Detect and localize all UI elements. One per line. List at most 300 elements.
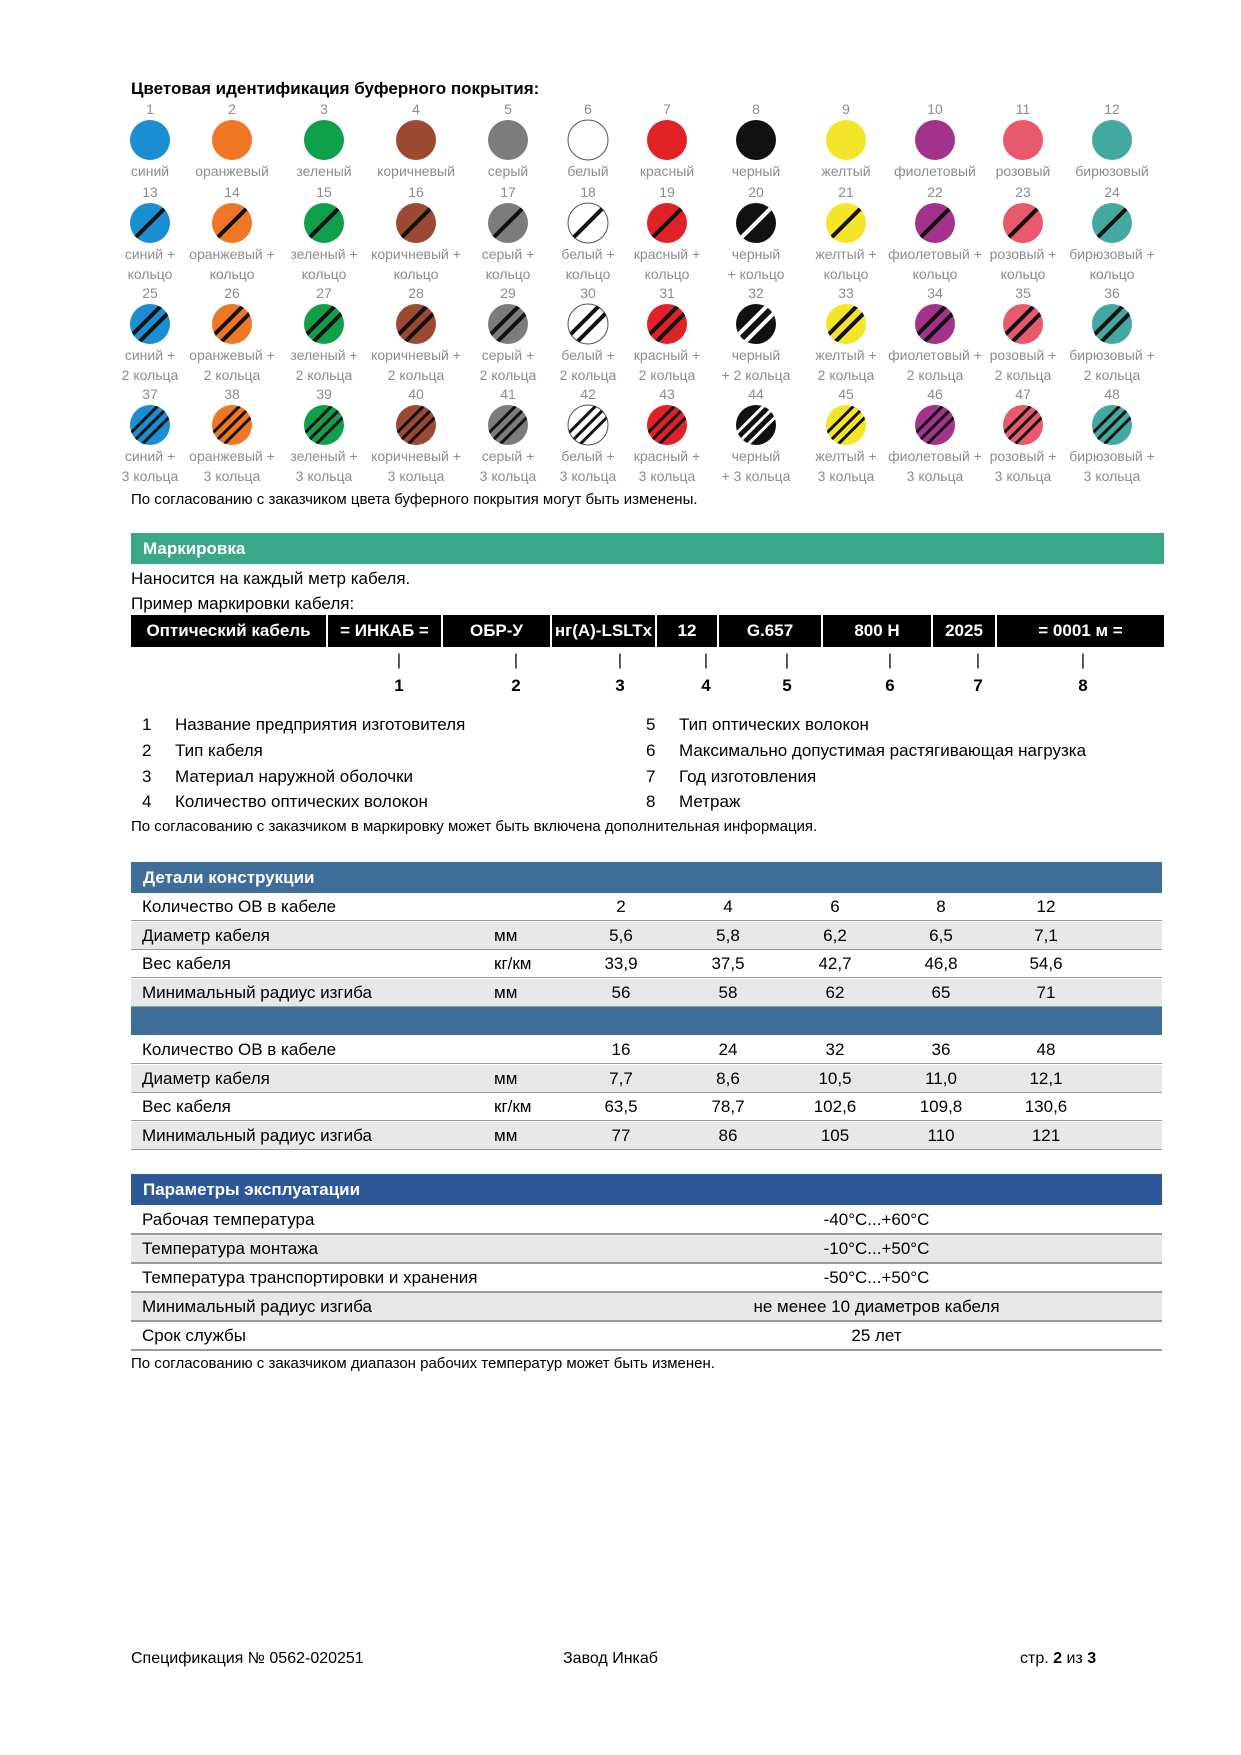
color-swatch (129, 404, 171, 446)
color-swatch (567, 404, 609, 446)
row-label: Вес кабеля (142, 1097, 231, 1116)
color-label: 2 кольца (817, 367, 875, 383)
color-number: 31 (659, 285, 675, 301)
color-swatch-cell (1066, 285, 1158, 385)
color-label: зеленый + (290, 347, 358, 363)
table-row (131, 922, 1162, 950)
color-label: розовый + (989, 246, 1057, 262)
color-label: зеленый + (290, 448, 358, 464)
color-label: кольцо (912, 266, 958, 282)
construction-header: Детали конструкции (131, 862, 1162, 893)
param-row (131, 1322, 1162, 1351)
color-number: 34 (927, 285, 943, 301)
color-swatch (1002, 119, 1044, 161)
row-value: 62 (825, 982, 845, 1002)
color-swatch (129, 202, 171, 244)
color-swatch-cell (370, 101, 462, 181)
color-swatch-cell (710, 184, 802, 284)
color-number: 1 (146, 101, 154, 117)
color-number: 35 (1015, 285, 1031, 301)
color-number: 24 (1104, 184, 1120, 200)
color-label: 2 кольца (994, 367, 1052, 383)
color-swatch (567, 119, 609, 161)
color-label: кольцо (393, 266, 439, 282)
color-number: 5 (504, 101, 512, 117)
row-value: 77 (611, 1125, 631, 1145)
color-swatch-cell (186, 386, 278, 486)
color-swatch (825, 202, 867, 244)
color-label: кольцо (301, 266, 347, 282)
color-label: 2 кольца (295, 367, 353, 383)
color-number: 25 (142, 285, 158, 301)
color-swatch (1002, 303, 1044, 345)
marking-number: 3 (615, 676, 625, 695)
color-swatch-cell (278, 184, 370, 284)
color-label: розовый (995, 163, 1051, 179)
row-value: 56 (611, 982, 631, 1002)
color-swatch (1002, 202, 1044, 244)
color-label: зеленый (296, 163, 352, 179)
construction-band (131, 1007, 1162, 1035)
color-swatch-cell (186, 184, 278, 284)
color-label: серый + (481, 246, 535, 262)
row-value: 5,8 (716, 925, 740, 945)
row-value: 105 (820, 1125, 850, 1145)
color-swatch-cell (278, 386, 370, 486)
color-label: 3 кольца (121, 468, 179, 484)
marking-segment-company: = ИНКАБ = (340, 621, 429, 640)
color-number: 33 (838, 285, 854, 301)
row-value: 46,8 (924, 954, 958, 973)
color-label: черный (731, 246, 781, 262)
color-label: белый + (561, 347, 615, 363)
color-swatch (914, 119, 956, 161)
color-number: 44 (748, 386, 764, 402)
color-swatch (825, 303, 867, 345)
row-value: 12 (1036, 897, 1056, 916)
color-label: 3 кольца (295, 468, 353, 484)
marking-line2: Пример маркировки кабеля: (131, 594, 355, 613)
row-label: Минимальный радиус изгиба (142, 982, 372, 1002)
row-unit: кг/км (494, 954, 532, 973)
marking-pointer: | (975, 652, 981, 669)
color-swatch (395, 404, 437, 446)
color-swatch (487, 303, 529, 345)
param-label: Температура монтажа (142, 1239, 319, 1258)
color-label: 2 кольца (906, 367, 964, 383)
row-label: Диаметр кабеля (142, 925, 270, 945)
color-number: 48 (1104, 386, 1120, 402)
row-value: 5,6 (609, 925, 633, 945)
row-unit: мм (494, 1068, 518, 1088)
color-swatch (735, 202, 777, 244)
color-number: 11 (1015, 101, 1031, 117)
color-number: 12 (1104, 101, 1120, 117)
color-label: оранжевый + (189, 448, 275, 464)
row-label: Вес кабеля (142, 954, 231, 973)
color-label: кольцо (485, 266, 531, 282)
color-swatch (1091, 202, 1133, 244)
marking-segment-year: 2025 (945, 621, 983, 640)
row-label: Минимальный радиус изгиба (142, 1125, 372, 1145)
color-label: бирюзовый (1075, 163, 1149, 179)
row-value: 6 (830, 897, 840, 916)
color-swatch (735, 404, 777, 446)
color-swatch (303, 404, 345, 446)
table-row (131, 1093, 1162, 1121)
color-number: 3 (320, 101, 328, 117)
marking-pointer: | (513, 652, 519, 669)
color-number: 41 (500, 386, 516, 402)
color-label: красный + (633, 347, 701, 363)
row-value: 63,5 (604, 1097, 638, 1116)
color-swatch (303, 303, 345, 345)
color-grid (0, 0, 1241, 490)
table-row (131, 893, 1162, 921)
color-label: 2 кольца (387, 367, 445, 383)
color-number: 18 (580, 184, 596, 200)
color-number: 26 (224, 285, 240, 301)
color-swatch (825, 404, 867, 446)
color-swatch (395, 119, 437, 161)
color-swatch (487, 404, 529, 446)
color-number: 15 (316, 184, 332, 200)
param-label: Температура транспортировки и хранения (142, 1268, 478, 1287)
color-number: 46 (927, 386, 943, 402)
color-swatch (487, 202, 529, 244)
marking-segment-load: 800 Н (854, 621, 900, 640)
marking-segment-fiber-type: G.657 (746, 621, 794, 640)
color-label: серый + (481, 448, 535, 464)
marking-legend-item: 7 Год изготовления (646, 767, 817, 786)
color-number: 19 (659, 184, 675, 200)
table-row (131, 979, 1162, 1007)
color-swatch (395, 303, 437, 345)
marking-pointer: | (784, 652, 790, 669)
color-swatch (567, 202, 609, 244)
color-swatch (303, 202, 345, 244)
row-value: 7,7 (609, 1068, 633, 1088)
color-swatch (1002, 404, 1044, 446)
row-value: 4 (723, 897, 733, 916)
color-label: фиолетовый (894, 163, 976, 179)
color-number: 23 (1015, 184, 1031, 200)
color-swatch-cell (710, 386, 802, 486)
color-swatch (211, 202, 253, 244)
color-number: 36 (1104, 285, 1120, 301)
color-swatch-cell (710, 285, 802, 385)
row-value: 8 (936, 897, 946, 916)
row-value: 54,6 (1029, 954, 1063, 973)
color-label: 3 кольца (817, 468, 875, 484)
color-label: коричневый + (371, 448, 461, 464)
footer-spec-number: Спецификация № 0562-020251 (131, 1650, 364, 1667)
marking-pointer: | (396, 652, 402, 669)
color-number: 29 (500, 285, 516, 301)
row-value: 58 (718, 982, 738, 1002)
marking-legend-item: 1 Название предприятия изготовителя (142, 715, 466, 734)
color-swatch-cell (370, 285, 462, 385)
marking-number: 6 (885, 676, 895, 695)
color-label: 3 кольца (638, 468, 696, 484)
marking-segment-name: Оптический кабель (146, 621, 311, 640)
color-swatch (487, 119, 529, 161)
color-swatch (211, 303, 253, 345)
color-label: 3 кольца (203, 468, 261, 484)
marking-number: 7 (973, 676, 983, 695)
color-label: кольцо (127, 266, 173, 282)
color-number: 43 (659, 386, 675, 402)
param-value: -50°C...+50°C (823, 1268, 930, 1287)
color-label: 3 кольца (479, 468, 537, 484)
color-label: желтый (821, 163, 871, 179)
color-swatch (567, 303, 609, 345)
row-value: 86 (718, 1125, 738, 1145)
row-value: 2 (616, 897, 626, 916)
color-swatch-cell (1066, 184, 1158, 284)
row-value: 42,7 (818, 954, 852, 973)
color-label: синий + (124, 448, 176, 464)
operation-header: Параметры эксплуатации (131, 1174, 1162, 1205)
row-value: 6,5 (929, 925, 953, 945)
marking-line1: Наносится на каждый метр кабеля. (131, 569, 411, 588)
color-label: бирюзовый + (1069, 347, 1155, 363)
color-number: 38 (224, 386, 240, 402)
row-value: 16 (611, 1040, 631, 1059)
marking-segment-fibers: 12 (677, 621, 697, 640)
marking-pointer: | (1080, 652, 1086, 669)
marking-legend-item: 2 Тип кабеля (142, 741, 263, 760)
color-label: коричневый + (371, 347, 461, 363)
color-number: 28 (408, 285, 424, 301)
color-label: зеленый + (290, 246, 358, 262)
param-value: -10°C...+50°C (823, 1239, 930, 1258)
row-value: 33,9 (604, 954, 638, 973)
color-label: кольцо (565, 266, 611, 282)
row-value: 8,6 (716, 1068, 740, 1088)
color-number: 45 (838, 386, 854, 402)
color-number: 30 (580, 285, 596, 301)
param-row (131, 1235, 1162, 1264)
color-label: 2 кольца (121, 367, 179, 383)
color-number: 47 (1015, 386, 1031, 402)
color-swatch-cell (370, 184, 462, 284)
row-value: 7,1 (1034, 925, 1058, 945)
color-swatch (646, 303, 688, 345)
color-number: 13 (142, 184, 158, 200)
color-label: кольцо (1000, 266, 1046, 282)
color-label: серый + (481, 347, 535, 363)
row-value: 102,6 (813, 1097, 857, 1116)
param-label: Минимальный радиус изгиба (142, 1297, 372, 1316)
marking-number: 1 (394, 676, 404, 695)
color-swatch-cell (710, 101, 802, 181)
row-value: 36 (931, 1040, 951, 1059)
color-swatch (914, 303, 956, 345)
color-swatch (735, 303, 777, 345)
color-label: желтый + (815, 347, 877, 363)
param-value: не менее 10 диаметров кабеля (753, 1297, 1000, 1316)
color-number: 9 (842, 101, 850, 117)
marking-header: Маркировка (131, 533, 1164, 564)
color-label: серый (487, 163, 529, 179)
color-number: 16 (408, 184, 424, 200)
color-swatch (1091, 404, 1133, 446)
table-row (131, 1122, 1162, 1150)
color-swatch (129, 119, 171, 161)
color-label: белый + (561, 448, 615, 464)
color-label: желтый + (815, 448, 877, 464)
row-label: Диаметр кабеля (142, 1068, 270, 1088)
color-label: белый (567, 163, 609, 179)
color-label: розовый + (989, 347, 1057, 363)
color-label: 3 кольца (1083, 468, 1141, 484)
marking-segment-sheath: нг(А)-LSLTx (554, 621, 653, 640)
color-label: оранжевый + (189, 246, 275, 262)
marking-number: 4 (701, 676, 711, 695)
color-swatch (211, 119, 253, 161)
color-label: 2 кольца (203, 367, 261, 383)
color-swatch (395, 202, 437, 244)
marking-segment-length: = 0001 м = (1038, 621, 1123, 640)
color-label: желтый + (815, 246, 877, 262)
color-label: коричневый + (371, 246, 461, 262)
row-value: 10,5 (818, 1068, 852, 1088)
color-label: красный + (633, 246, 701, 262)
color-swatch (303, 119, 345, 161)
color-swatch-cell (1066, 386, 1158, 486)
color-swatch (735, 119, 777, 161)
marking-number: 8 (1078, 676, 1088, 695)
color-swatch-cell (278, 285, 370, 385)
color-swatch-cell (186, 285, 278, 385)
param-label: Срок службы (142, 1326, 246, 1345)
color-label: 3 кольца (387, 468, 445, 484)
color-number: 21 (838, 184, 854, 200)
param-value: -40°C...+60°C (823, 1210, 930, 1229)
color-label: оранжевый + (189, 347, 275, 363)
color-swatch (914, 404, 956, 446)
color-label: бирюзовый + (1069, 246, 1155, 262)
param-value: 25 лет (851, 1326, 902, 1345)
color-label: 3 кольца (906, 468, 964, 484)
row-value: 130,6 (1024, 1097, 1068, 1116)
row-value: 110 (927, 1125, 955, 1145)
color-label: белый + (561, 246, 615, 262)
row-value: 48 (1036, 1040, 1056, 1059)
color-number: 37 (142, 386, 158, 402)
row-value: 121 (1031, 1125, 1061, 1145)
row-unit: кг/км (494, 1097, 532, 1116)
row-unit: мм (494, 982, 518, 1002)
row-value: 6,2 (823, 925, 847, 945)
color-label: кольцо (1089, 266, 1135, 282)
marking-legend-item: 6 Максимально допустимая растягивающая нагрузка (646, 741, 1087, 760)
color-label: фиолетовый + (888, 448, 982, 464)
color-swatch-cell (1066, 101, 1158, 181)
marking-legend-item: 5 Тип оптических волокон (646, 715, 869, 734)
color-label: + кольцо (727, 266, 785, 282)
color-number: 2 (228, 101, 236, 117)
color-label: фиолетовый + (888, 347, 982, 363)
color-number: 27 (316, 285, 332, 301)
color-label: оранжевый (195, 163, 269, 179)
color-label: синий + (124, 347, 176, 363)
row-label: Количество ОВ в кабеле (142, 1040, 337, 1059)
color-label: красный (639, 163, 695, 179)
color-label: 2 кольца (1083, 367, 1141, 383)
color-label: коричневый (377, 163, 455, 179)
row-value: 11,0 (925, 1068, 957, 1088)
color-label: синий (130, 163, 170, 179)
color-label: черный (731, 163, 781, 179)
color-swatch (1091, 119, 1133, 161)
color-label: 2 кольца (479, 367, 537, 383)
color-label: 2 кольца (559, 367, 617, 383)
color-label: красный + (633, 448, 701, 464)
color-label: 3 кольца (559, 468, 617, 484)
color-swatch (646, 404, 688, 446)
row-value: 65 (931, 982, 951, 1002)
color-label: кольцо (823, 266, 869, 282)
param-label: Рабочая температура (142, 1210, 315, 1229)
footer-page-number: стр. 2 из 3 (1020, 1650, 1097, 1667)
row-value: 37,5 (711, 954, 745, 973)
color-id-title: Цветовая идентификация буферного покрытия: (131, 79, 540, 98)
color-label: + 3 кольца (721, 468, 791, 484)
color-label: черный (731, 347, 781, 363)
color-number: 17 (500, 184, 516, 200)
marking-segment-type: ОБР-У (469, 621, 524, 640)
table-row (131, 1036, 1162, 1064)
color-number: 42 (580, 386, 596, 402)
color-swatch (211, 404, 253, 446)
marking-number: 2 (511, 676, 521, 695)
color-number: 22 (927, 184, 943, 200)
row-value: 24 (718, 1040, 738, 1059)
color-swatch (646, 202, 688, 244)
color-label: кольцо (644, 266, 690, 282)
marking-number: 5 (782, 676, 792, 695)
color-number: 40 (408, 386, 424, 402)
marking-note: По согласованию с заказчиком в маркировку может быть включена дополнительная информация. (131, 818, 818, 835)
color-number: 39 (316, 386, 332, 402)
param-row (131, 1264, 1162, 1293)
color-label: черный (731, 448, 781, 464)
footer-company: Завод Инкаб (563, 1650, 658, 1667)
color-label: 3 кольца (994, 468, 1052, 484)
operation-note: По согласованию с заказчиком диапазон рабочих температур может быть изменен. (131, 1355, 715, 1372)
color-swatch (825, 119, 867, 161)
color-label: синий + (124, 246, 176, 262)
marking-legend-item: 4 Количество оптических волокон (142, 792, 428, 811)
color-swatch (646, 119, 688, 161)
marking-legend-item: 3 Материал наружной оболочки (142, 767, 414, 786)
color-number: 4 (412, 101, 420, 117)
color-label: + 2 кольца (721, 367, 791, 383)
color-label: кольцо (209, 266, 255, 282)
row-value: 32 (825, 1040, 845, 1059)
color-swatch (129, 303, 171, 345)
color-label: 2 кольца (638, 367, 696, 383)
marking-legend-item: 8 Метраж (646, 792, 741, 811)
color-note: По согласованию с заказчиком цвета буферного покрытия могут быть изменены. (131, 491, 698, 508)
row-label: Количество ОВ в кабеле (142, 897, 337, 916)
row-unit: мм (494, 1125, 518, 1145)
marking-pointer: | (887, 652, 893, 669)
row-unit: мм (494, 925, 518, 945)
row-value: 109,8 (919, 1097, 963, 1116)
